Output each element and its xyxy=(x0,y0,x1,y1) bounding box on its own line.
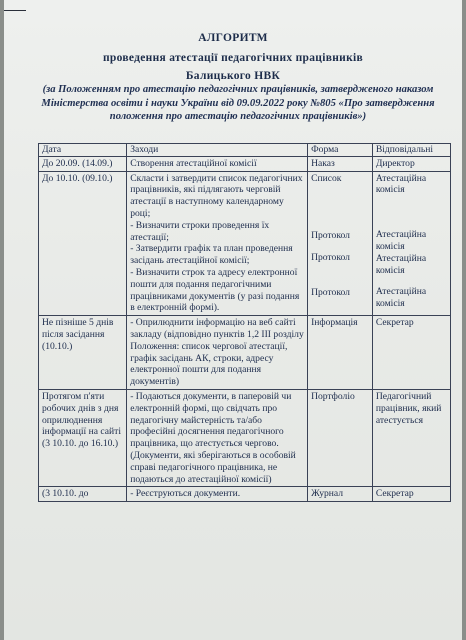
row-date: До 10.10. (09.10.) xyxy=(39,171,127,316)
row-form: Портфоліо xyxy=(308,389,373,486)
responsible-item: Атестаційна комісія xyxy=(375,172,427,196)
row-action: Створення атестаційної комісії xyxy=(127,156,308,171)
form-item: Протокол xyxy=(311,252,350,264)
row-form: Журнал xyxy=(308,487,373,502)
row-date: До 20.09. (14.09.) xyxy=(39,156,127,171)
action-item: Скласти і затвердити список педагогічних працівників, які підлягають черговій атестації в наступному календарному році; xyxy=(130,172,303,219)
row-date: (3 10.10. до xyxy=(39,487,127,502)
row-responsible: Секретар xyxy=(372,316,450,390)
header-date: Дата xyxy=(39,144,127,157)
row-forms xyxy=(308,171,373,316)
header-responsible: Відповідальні xyxy=(372,144,450,157)
row-responsible xyxy=(372,171,450,316)
row-responsible: Директор xyxy=(372,156,450,171)
organization-name: Балицького НВК xyxy=(185,70,281,82)
table-row xyxy=(39,389,451,486)
row-actions xyxy=(127,389,308,486)
form-item: Список xyxy=(311,172,342,184)
corner-mark xyxy=(4,10,26,11)
row-date: Протягом п'яти робочих днів з дня оприлюднення інформації на сайті (3 10.10. до 16.10.) xyxy=(39,389,127,486)
form-item: Протокол xyxy=(311,286,350,298)
row-action: - Оприлюднити інформацію на веб сайті закладу (відповідно пунктів 1,2 III розділу Положення: список чергової атестації, графік засідань АК, строки, адресу електронної пошти для подання документів) xyxy=(127,316,308,390)
responsible-item: Атестаційна комісія xyxy=(375,286,427,310)
document-page xyxy=(4,0,462,640)
row-action: - Реєструються документи. xyxy=(127,487,308,502)
table-row xyxy=(39,156,451,171)
table-row xyxy=(39,171,451,316)
action-item: - Подаються документи, в паперовій чи електронній формі, що свідчать про педагогічну майстерність та/або професійні досягнення педагогічного працівника, що атестується чергово. xyxy=(130,390,292,450)
row-actions xyxy=(127,171,308,316)
row-responsible: Педагогічний працівник, який атестується xyxy=(372,389,450,486)
action-item: - Визначити строки проведення їх атестації; xyxy=(130,219,270,243)
row-date: Не пізніше 5 днів після засідання (10.10.) xyxy=(39,316,127,390)
algorithm-table xyxy=(38,143,451,502)
document-title: АЛГОРИТМ xyxy=(198,32,268,44)
form-item: Протокол xyxy=(311,230,350,242)
table-row xyxy=(39,316,451,390)
header-actions: Заходи xyxy=(127,144,308,157)
document-subtitle: проведення атестації педагогічних працівників xyxy=(103,52,363,64)
action-item: (Документи, які зберігаються в особовій справі педагогічного працівника, не подаються до атестаційної комісії) xyxy=(130,449,296,485)
row-form: Наказ xyxy=(308,156,373,171)
action-item: - Визначити строк та адресу електронної пошти для подання педагогічними працівниками документів (у разі подання в електронній формі). xyxy=(130,266,300,314)
table-row xyxy=(39,487,451,502)
row-form: Інформація xyxy=(308,316,373,390)
regulation-note: (за Положенням про атестацію педагогічних працівників, затвердженого наказом Міністерства освіти і науки України від 09.09.2022 року №805 «Про затвердження положення про атестацію педагогічних працівників») xyxy=(41,84,435,122)
responsible-item: Атестаційна комісія xyxy=(375,252,427,276)
responsible-item: Атестаційна комісія xyxy=(375,229,427,252)
action-item: - Затвердити графік та план проведення засідань атестаційної комісії; xyxy=(130,243,293,267)
header-form: Форма xyxy=(308,144,373,157)
row-responsible: Секретар xyxy=(372,487,450,502)
table-header-row xyxy=(39,144,451,157)
